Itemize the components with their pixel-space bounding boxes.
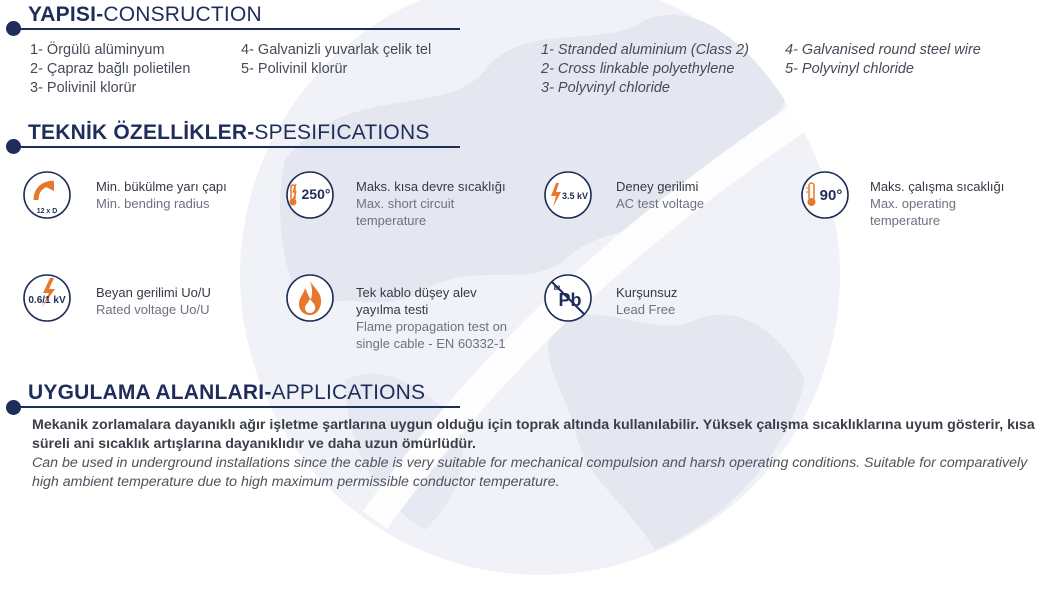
construction-item-en-4: 4- Galvanised round steel wire	[785, 42, 981, 58]
spec-rated-voltage: Beyan gerilimi Uo/U Rated voltage Uo/U	[96, 285, 211, 317]
spec-operating-temperature: Maks. çalışma sıcaklığı Max. operating temperature	[870, 179, 1005, 228]
short-circuit-temperature-icon	[285, 170, 335, 220]
operating-temperature-icon-text: 90°	[819, 187, 843, 204]
construction-item-tr-2: 2- Çapraz bağlı polietilen	[30, 61, 191, 77]
construction-item-tr-3: 3- Polivinil klorür	[30, 80, 137, 96]
test-voltage-icon	[543, 170, 593, 220]
spec-short-circuit: Maks. kısa devre sıcaklığı Max. short circuit temperature	[356, 179, 506, 228]
lead-free-icon-text: Pb	[558, 290, 582, 310]
spec-lead-free: Kurşunsuz Lead Free	[616, 285, 678, 317]
test-voltage-icon-text: 3.5 kV	[561, 191, 589, 201]
construction-item-en-1: 1- Stranded aluminium (Class 2)	[541, 42, 749, 58]
applications-title: UYGULAMA ALANLARI-APPLICATIONS	[28, 381, 426, 404]
applications-text-en: Can be used in underground installations since the cable is very suitable for mechanical compulsion and harsh operating conditions. Suitable for comparatively high ambient temperature due to high maximum permissible conductor temperature.	[32, 455, 1028, 490]
operating-temperature-icon	[800, 170, 850, 220]
construction-item-en-3: 3- Polyvinyl chloride	[541, 80, 670, 96]
spec-test-voltage: Deney gerilimi AC test voltage	[616, 179, 705, 211]
applications-text-tr: Mekanik zorlamalara dayanıklı ağır işletme şartlarına uygun olduğu için toprak altında kullanılabilir. Yüksek çalışma sıcaklıklarına uyum gösterir, kısa süreli ani sıcaklık artışlarına dayanıklıdır ve daha uzun ömürlüdür.	[32, 417, 1035, 452]
construction-title: YAPISI-CONSRUCTION	[28, 3, 262, 26]
construction-item-tr-5: 5- Polivinil klorür	[241, 61, 348, 77]
applications-body	[32, 416, 1052, 492]
specifications-title: TEKNİK ÖZELLİKLER-SPESIFICATIONS	[28, 121, 430, 144]
bending-radius-icon	[22, 170, 72, 220]
lead-free-icon	[543, 273, 593, 323]
construction-item-en-5: 5- Polyvinyl chloride	[785, 61, 914, 77]
rated-voltage-icon	[22, 273, 72, 323]
bending-radius-icon-text: 12 x D	[36, 208, 58, 215]
construction-item-en-2: 2- Cross linkable polyethylene	[541, 61, 735, 77]
flame-icon	[285, 273, 335, 323]
short-circuit-icon-text: 250°	[301, 186, 331, 202]
spec-bending-radius: Min. bükülme yarı çapı Min. bending radius	[96, 179, 227, 211]
rated-voltage-icon-text: 0.6/1 kV	[28, 295, 66, 306]
lead-free-icon-sup: 82	[553, 286, 561, 292]
construction-item-tr-4: 4- Galvanizli yuvarlak çelik tel	[241, 42, 432, 58]
spec-flame-propagation: Tek kablo düşey alev yayılma testi Flame propagation test on single cable - EN 60332-1	[356, 285, 508, 351]
construction-item-tr-1: 1- Örgülü alüminyum	[30, 42, 165, 58]
